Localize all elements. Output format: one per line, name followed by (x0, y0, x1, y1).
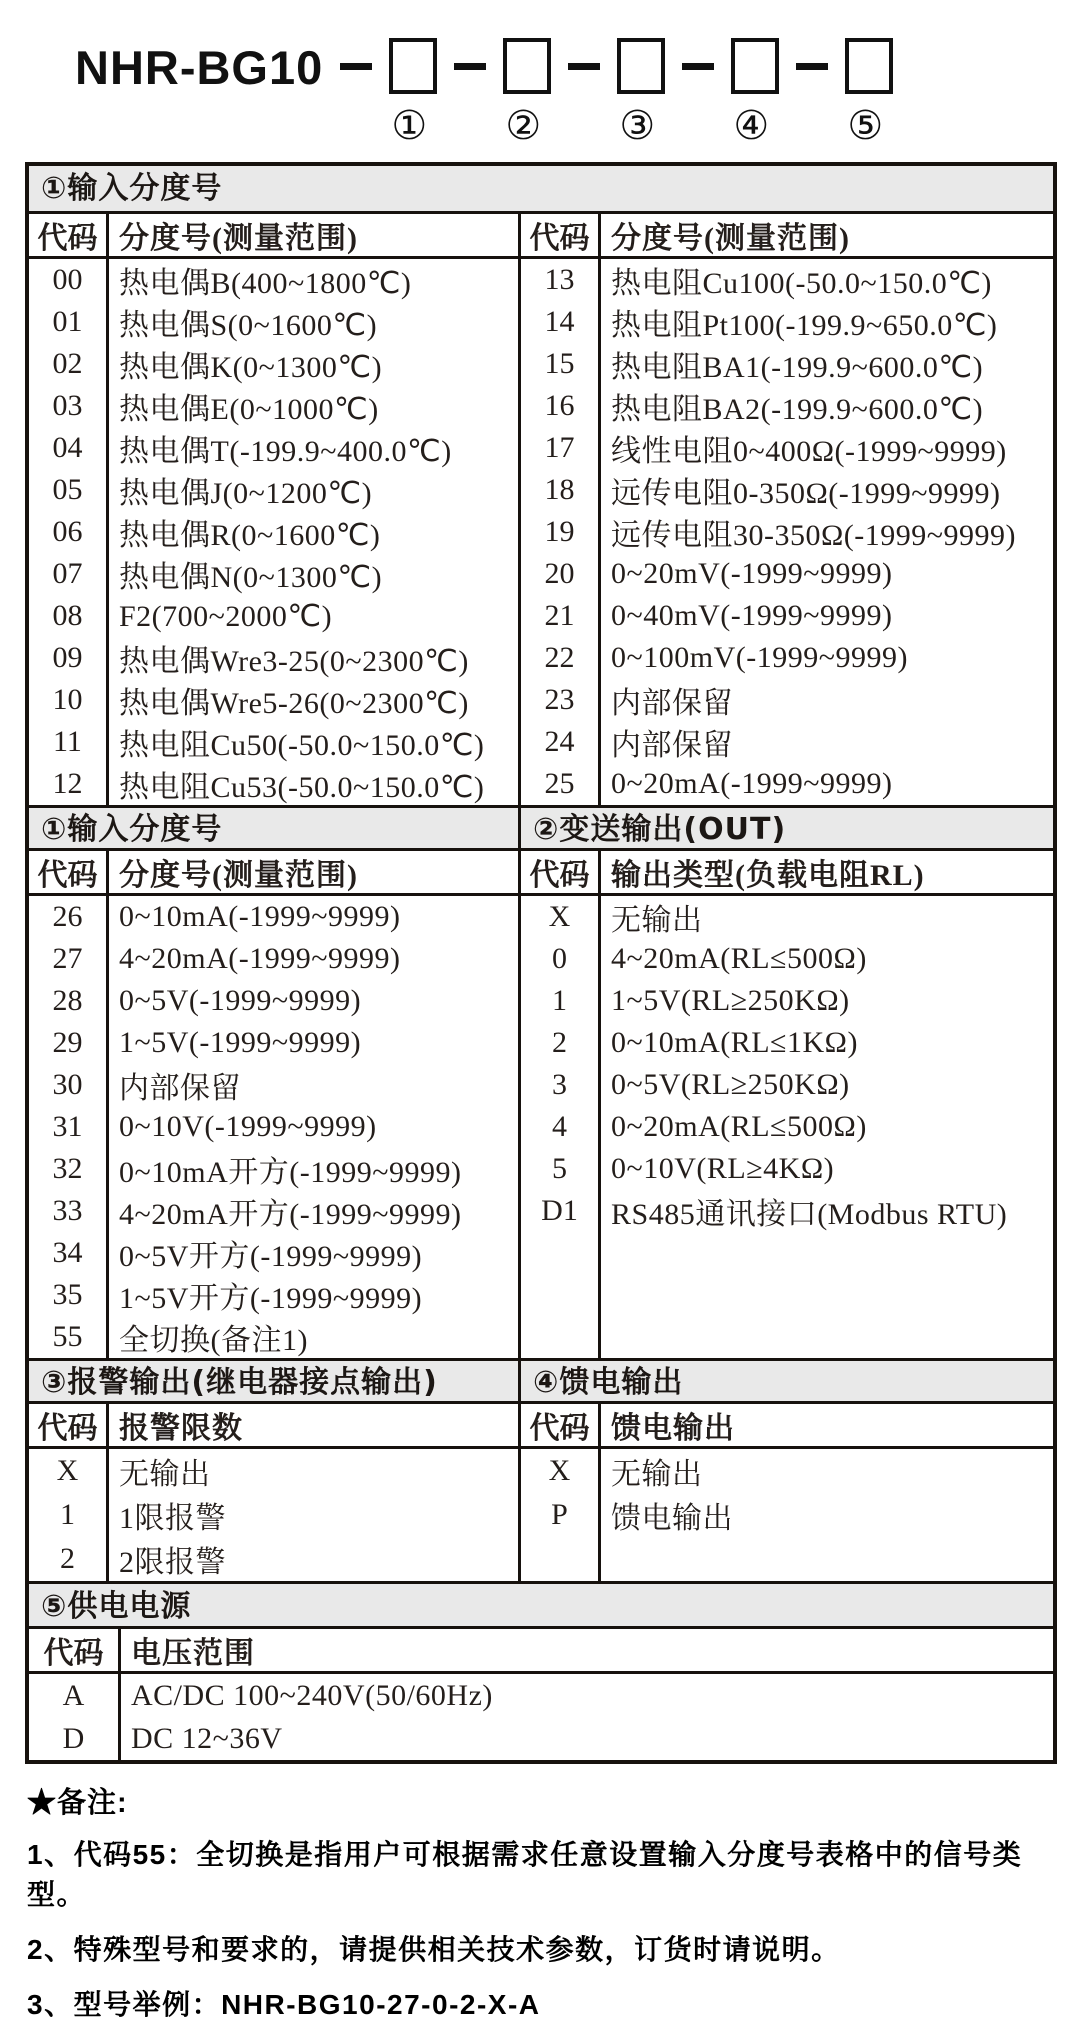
row-code: 23 (521, 679, 601, 721)
column-header-row (29, 214, 518, 259)
row-code: 03 (29, 385, 109, 427)
row-code: 30 (29, 1064, 109, 1106)
row-code: 10 (29, 679, 109, 721)
table-row (29, 1316, 518, 1358)
code-column-header: 代码 (29, 1404, 109, 1446)
row-desc: 0~20mA(RL≤500Ω) (611, 1110, 867, 1143)
row-desc: 热电偶K(0~1300℃) (119, 351, 383, 384)
table-row (29, 553, 518, 595)
section3-title: ③报警输出(继电器接点输出) (29, 1358, 518, 1404)
table-row (29, 1717, 1053, 1760)
row-code: X (521, 1449, 601, 1493)
table-row (29, 763, 518, 805)
model-name: NHR-BG10 (75, 41, 324, 94)
ordering-code-table (25, 162, 1057, 1764)
table-row (29, 1232, 518, 1274)
row-desc: F2(700~2000℃) (119, 599, 333, 633)
row-code: D (29, 1717, 121, 1760)
table-row (521, 721, 1053, 763)
row-desc: 无输出 (611, 904, 703, 937)
row-desc: 0~10V(RL≥4KΩ) (611, 1152, 835, 1185)
table-row (521, 343, 1053, 385)
row-code: 11 (29, 721, 109, 763)
model-segment (665, 24, 779, 148)
row-desc: 2限报警 (119, 1546, 226, 1579)
dash-icon (682, 63, 714, 70)
row-code: 21 (521, 595, 601, 637)
table-row (29, 1022, 518, 1064)
row-desc: 热电阻Pt100(-199.9~650.0℃) (611, 309, 998, 342)
position-number: ② (505, 103, 542, 149)
row-desc: 0~10mA(-1999~9999) (119, 900, 401, 933)
row-code: 14 (521, 301, 601, 343)
row-desc: 0~10V(-1999~9999) (119, 1110, 377, 1143)
model-digit-box (389, 38, 437, 94)
row-desc: 0~20mA(-1999~9999) (611, 767, 893, 800)
row-desc: 热电偶T(-199.9~400.0℃) (119, 435, 452, 468)
section2-left-table (29, 851, 518, 1358)
row-code: 34 (29, 1232, 109, 1274)
table-row (29, 427, 518, 469)
table-row (29, 1064, 518, 1106)
table-row (29, 1190, 518, 1232)
row-code: 27 (29, 938, 109, 980)
row-code: 28 (29, 980, 109, 1022)
model-digit-box (845, 38, 893, 94)
section3-table (29, 1404, 518, 1581)
remarks (0, 1764, 1080, 2023)
row-desc: 0~5V(-1999~9999) (119, 984, 362, 1017)
remark-item: 3、型号举例：NHR-BG10-27-0-2-X-A (27, 1989, 541, 2020)
row-code: 13 (521, 259, 601, 301)
row-desc: 热电偶N(0~1300℃) (119, 561, 383, 594)
model-digit-box (503, 38, 551, 94)
dash-icon (568, 63, 600, 70)
position-number: ④ (733, 103, 770, 149)
table-row (521, 511, 1053, 553)
table-row (29, 1106, 518, 1148)
row-desc: 热电阻BA1(-199.9~600.0℃) (611, 351, 984, 384)
model-segment (551, 24, 665, 148)
row-code: 26 (29, 896, 109, 938)
table-row (29, 301, 518, 343)
remark-item: 2、特殊型号和要求的，请提供相关技术参数，订货时请说明。 (27, 1934, 841, 1965)
dash-icon (454, 63, 486, 70)
model-segments (323, 24, 893, 148)
section4-table (518, 1404, 1053, 1581)
section2-titles (29, 805, 1053, 851)
table-row (521, 553, 1053, 595)
row-desc: 热电阻Cu100(-50.0~150.0℃) (611, 267, 992, 300)
row-desc: 热电阻BA2(-199.9~600.0℃) (611, 393, 984, 426)
section1-right-table (518, 214, 1053, 805)
table-row (521, 301, 1053, 343)
row-code: 09 (29, 637, 109, 679)
table-row (521, 595, 1053, 637)
section5-table (29, 1629, 1053, 1760)
row-code: 24 (521, 721, 601, 763)
table-row (521, 938, 1053, 980)
row-code: 4 (521, 1106, 601, 1148)
column-header-row (29, 851, 518, 896)
row-code: 1 (521, 980, 601, 1022)
row-desc: 内部保留 (611, 729, 733, 762)
table-rows (29, 1449, 518, 1581)
row-code: 01 (29, 301, 109, 343)
row-code: X (29, 1449, 109, 1493)
row-code: 55 (29, 1316, 109, 1358)
row-code: A (29, 1674, 121, 1717)
row-code: 2 (521, 1022, 601, 1064)
table-row (521, 259, 1053, 301)
code-column-header: 代码 (521, 851, 601, 893)
column-header-row (29, 1404, 518, 1449)
table-row (521, 1493, 1053, 1537)
section2-right-title: ②变送输出(OUT) (518, 805, 1053, 851)
section2-left-title: ①输入分度号 (29, 805, 518, 851)
voltage-column-header: 电压范围 (131, 1637, 255, 1670)
row-code: 2 (29, 1537, 109, 1581)
row-desc: 无输出 (119, 1458, 211, 1491)
table-row (29, 938, 518, 980)
section4-title: ④馈电输出 (518, 1358, 1053, 1404)
model-digit-box (731, 38, 779, 94)
code-column-header: 代码 (29, 851, 109, 893)
model-segment (323, 24, 437, 148)
table-row (29, 1537, 518, 1581)
table-row (521, 896, 1053, 938)
row-desc: 热电偶R(0~1600℃) (119, 519, 381, 552)
row-desc: 远传电阻30-350Ω(-1999~9999) (611, 519, 1016, 552)
row-code: 19 (521, 511, 601, 553)
table-row (521, 679, 1053, 721)
table-row (521, 980, 1053, 1022)
table-row (29, 679, 518, 721)
table-row (521, 1022, 1053, 1064)
column-header-row (521, 214, 1053, 259)
table-row (29, 595, 518, 637)
row-code: 16 (521, 385, 601, 427)
row-code: 1 (29, 1493, 109, 1537)
table-row (521, 469, 1053, 511)
row-code: 20 (521, 553, 601, 595)
row-desc: 远传电阻0-350Ω(-1999~9999) (611, 477, 1001, 510)
section1-body (29, 214, 1053, 805)
row-code: 0 (521, 938, 601, 980)
alarm-column-header: 报警限数 (119, 1412, 243, 1445)
row-desc: 全切换(备注1) (119, 1324, 308, 1357)
row-desc: 0~40mV(-1999~9999) (611, 599, 893, 632)
row-desc: 无输出 (611, 1458, 703, 1491)
row-desc: 热电偶B(400~1800℃) (119, 267, 412, 300)
row-code: 08 (29, 595, 109, 637)
row-code: 5 (521, 1148, 601, 1190)
table-row (29, 511, 518, 553)
table-row (29, 259, 518, 301)
code-column-header: 代码 (521, 214, 601, 256)
section5-title: ⑤供电电源 (29, 1581, 1053, 1629)
table-row (521, 763, 1053, 805)
table-row (521, 1106, 1053, 1148)
row-code: 29 (29, 1022, 109, 1064)
range-column-header: 分度号(测量范围) (611, 222, 850, 255)
code-column-header: 代码 (521, 1404, 601, 1446)
row-desc: 4~20mA(RL≤500Ω) (611, 942, 867, 975)
row-desc: 0~5V(RL≥250KΩ) (611, 1068, 850, 1101)
section34-titles (29, 1358, 1053, 1404)
row-desc: 1~5V(-1999~9999) (119, 1026, 362, 1059)
row-desc: 热电偶Wre3-25(0~2300℃) (119, 645, 469, 678)
section1-title: ①输入分度号 (29, 166, 1053, 214)
row-desc: 热电阻Cu50(-50.0~150.0℃) (119, 729, 485, 762)
table-row (521, 637, 1053, 679)
output-type-column-header: 输出类型(负载电阻RL) (611, 859, 925, 892)
remark-item: 1、代码55：全切换是指用户可根据需求任意设置输入分度号表格中的信号类型。 (27, 1839, 1023, 1910)
row-desc: 热电偶Wre5-26(0~2300℃) (119, 687, 469, 720)
row-desc: 0~20mV(-1999~9999) (611, 557, 893, 590)
model-digit-box (617, 38, 665, 94)
section2-right-table (518, 851, 1053, 1358)
row-code: 22 (521, 637, 601, 679)
table-row (521, 385, 1053, 427)
row-code: 02 (29, 343, 109, 385)
row-code: D1 (521, 1190, 601, 1232)
row-code: 17 (521, 427, 601, 469)
model-segment (437, 24, 551, 148)
row-code: 33 (29, 1190, 109, 1232)
table-row (521, 427, 1053, 469)
row-code: 35 (29, 1274, 109, 1316)
row-code: 31 (29, 1106, 109, 1148)
row-code: 15 (521, 343, 601, 385)
table-row (29, 1148, 518, 1190)
row-desc: 0~10mA开方(-1999~9999) (119, 1156, 462, 1189)
table-rows (521, 896, 1053, 1232)
empty-area (521, 1232, 1053, 1358)
table-rows (521, 1449, 1053, 1537)
table-row (521, 1064, 1053, 1106)
row-desc: DC 12~36V (131, 1721, 283, 1755)
row-desc: 线性电阻0~400Ω(-1999~9999) (611, 435, 1007, 468)
row-desc: 内部保留 (611, 687, 733, 720)
range-column-header: 分度号(测量范围) (119, 222, 358, 255)
table-row (29, 1674, 1053, 1717)
empty-area (521, 1537, 1053, 1581)
row-desc: 1~5V(RL≥250KΩ) (611, 984, 850, 1017)
row-code: 32 (29, 1148, 109, 1190)
row-code: 25 (521, 763, 601, 805)
section34-body (29, 1404, 1053, 1581)
table-rows (521, 259, 1053, 805)
model-code-diagram (0, 0, 1080, 148)
model-segment (779, 24, 893, 148)
row-desc: 0~10mA(RL≤1KΩ) (611, 1026, 858, 1059)
row-code: 07 (29, 553, 109, 595)
code-column-header: 代码 (29, 214, 109, 256)
table-row (29, 343, 518, 385)
column-header-row (29, 1629, 1053, 1674)
dash-icon (340, 63, 372, 70)
row-code: 12 (29, 763, 109, 805)
table-rows (29, 1674, 1053, 1760)
row-code: 05 (29, 469, 109, 511)
range-column-header: 分度号(测量范围) (119, 859, 358, 892)
row-desc: 热电偶J(0~1200℃) (119, 477, 373, 510)
row-desc: 0~100mV(-1999~9999) (611, 641, 908, 674)
table-rows (29, 259, 518, 805)
code-column-header: 代码 (29, 1629, 121, 1671)
row-desc: 1限报警 (119, 1502, 226, 1535)
position-number: ③ (619, 103, 656, 149)
row-code: X (521, 896, 601, 938)
section2-body (29, 851, 1053, 1358)
table-rows (29, 896, 518, 1358)
table-row (29, 896, 518, 938)
remarks-list (27, 1833, 1080, 2023)
column-header-row (521, 851, 1053, 896)
row-code: 3 (521, 1064, 601, 1106)
dash-icon (796, 63, 828, 70)
row-desc: 内部保留 (119, 1072, 241, 1105)
table-row (521, 1190, 1053, 1232)
row-desc: 热电阻Cu53(-50.0~150.0℃) (119, 771, 485, 804)
row-code: P (521, 1493, 601, 1537)
row-desc: 4~20mA(-1999~9999) (119, 942, 401, 975)
column-header-row (521, 1404, 1053, 1449)
table-row (29, 469, 518, 511)
table-row (29, 721, 518, 763)
table-row (29, 637, 518, 679)
remarks-title: ★备注: (27, 1787, 128, 1819)
row-code: 00 (29, 259, 109, 301)
position-number: ① (391, 103, 428, 149)
row-desc: 0~5V开方(-1999~9999) (119, 1240, 423, 1273)
feed-column-header: 馈电输出 (611, 1412, 735, 1445)
section1-left-table (29, 214, 518, 805)
position-number: ⑤ (847, 103, 884, 149)
row-desc: 馈电输出 (611, 1502, 733, 1535)
table-row (29, 1493, 518, 1537)
table-row (29, 385, 518, 427)
row-code: 18 (521, 469, 601, 511)
row-desc: 1~5V开方(-1999~9999) (119, 1282, 423, 1315)
table-row (29, 1449, 518, 1493)
table-row (29, 1274, 518, 1316)
row-desc: AC/DC 100~240V(50/60Hz) (131, 1678, 493, 1712)
row-code: 04 (29, 427, 109, 469)
row-desc: 热电偶E(0~1000℃) (119, 393, 379, 426)
row-desc: RS485通讯接口(Modbus RTU) (611, 1198, 1008, 1231)
row-desc: 热电偶S(0~1600℃) (119, 309, 378, 342)
row-desc: 4~20mA开方(-1999~9999) (119, 1198, 462, 1231)
table-row (29, 980, 518, 1022)
table-row (521, 1148, 1053, 1190)
row-code: 06 (29, 511, 109, 553)
table-row (521, 1449, 1053, 1493)
